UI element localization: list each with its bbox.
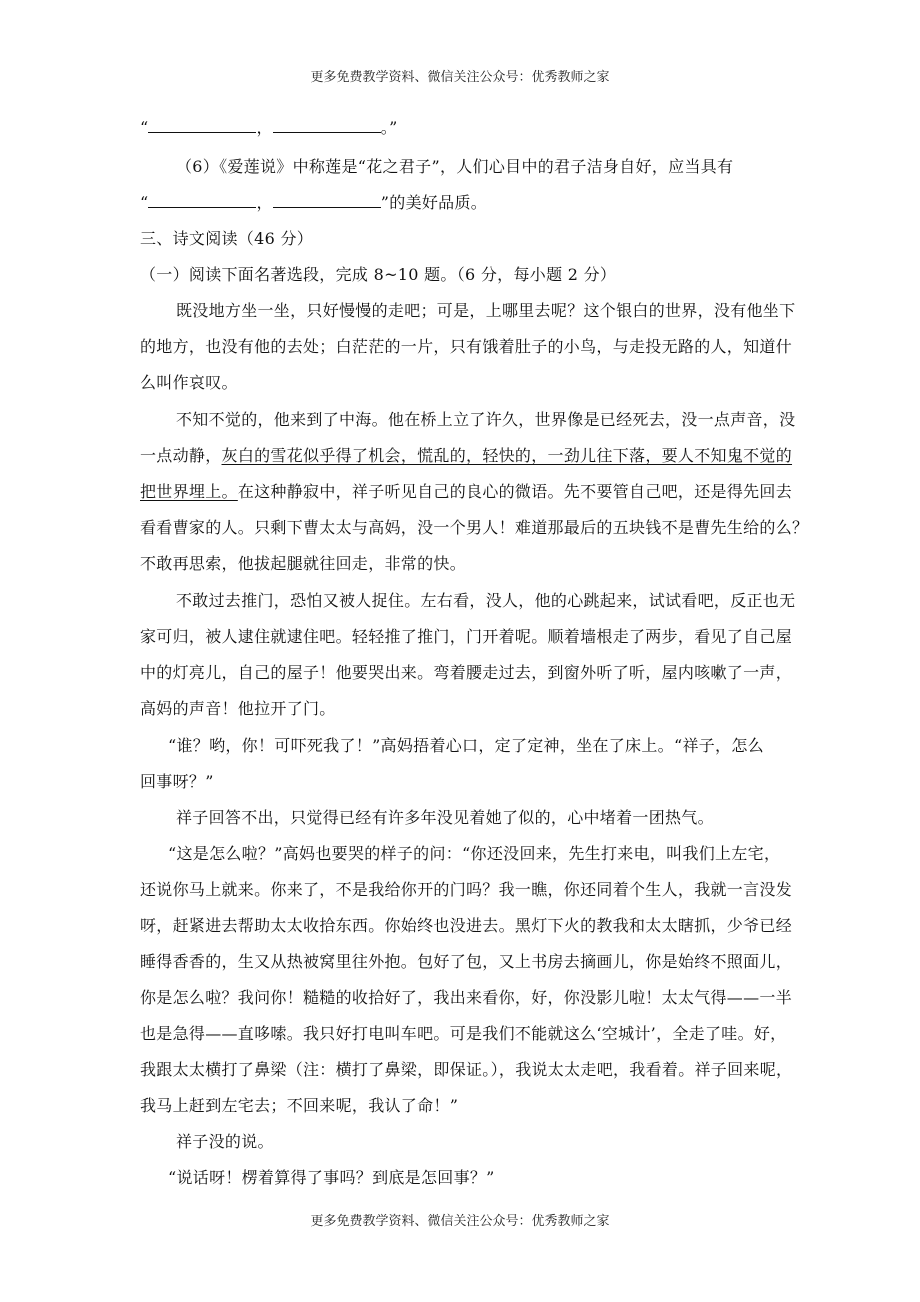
section-title: 三、诗文阅读（46 分） [140, 229, 314, 248]
q5-answer-line: “ ， 。” [140, 118, 398, 137]
q6-answer-line: “ ， ”的美好品质。 [140, 193, 488, 212]
passage-line: 我马上赶到左宅去；不回来呢，我认了命！” [140, 1096, 459, 1115]
page-footer: 更多免费教学资料、微信关注公众号：优秀教师之家 [310, 1214, 610, 1229]
passage-line: 中的灯亮儿，自己的屋子！他要哭出来。弯着腰走过去，到窗外听了听，屋内咳嗽了一声， [140, 663, 793, 682]
passage-line: 也是急得——直哆嗦。我只好打电叫车吧。可是我们不能就这么‘空城计’，全走了哇。好， [140, 1024, 787, 1043]
passage-line: 还说你马上就来。你来了，不是我给你开的门吗？我一瞧，你还同着个生人，我就一言没发 [140, 880, 793, 899]
part-instruction: （一）阅读下面名著选段，完成 8~10 题。（6 分，每小题 2 分） [140, 265, 617, 284]
page-header: 更多免费教学资料、微信关注公众号：优秀教师之家 [310, 70, 610, 85]
q6-prompt: （6）《爱莲说》中称莲是“花之君子”，人们心目中的君子洁身自好，应当具有 [176, 157, 734, 176]
passage-line: 祥子回答不出，只觉得已经有许多年没见着她了似的，心中堵着一团热气。 [176, 808, 714, 827]
passage-line: 我跟太太横打了鼻梁（注：横打了鼻梁，即保证。），我说太太走吧，我看着。祥子回来呢， [140, 1060, 793, 1079]
passage-line: 把世界埋上。在这种静寂中，祥子听见自己的良心的微语。先不要管自己吧，还是得先回去 [140, 482, 793, 501]
passage-line: 看看曹家的人。只剩下曹太太与高妈，没一个男人！难道那最后的五块钱不是曹先生给的么？ [140, 518, 809, 537]
passage-line: 的地方，也没有他的去处；白茫茫的一片，只有饿着肚子的小鸟，与走投无路的人，知道什 [140, 337, 793, 356]
passage-line: “这是怎么啦？”高妈也要哭的样子的问：“你还没回来，先生打来电，叫我们上左宅， [168, 844, 781, 863]
underlined-sentence: 把世界埋上。 [140, 482, 238, 501]
passage-line: “谁？哟，你！可吓死我了！”高妈捂着心口，定了定神，坐在了床上。“祥子，怎么 [168, 736, 764, 755]
passage-line: 不知不觉的，他来到了中海。他在桥上立了许久，世界像是已经死去，没一点声音，没 [176, 410, 796, 429]
passage-line: 么叫作哀叹。 [140, 373, 238, 392]
answer-blank[interactable] [148, 193, 256, 208]
passage-line: 高妈的声音！他拉开了门。 [140, 699, 336, 718]
answer-blank[interactable] [273, 193, 381, 208]
passage-line: 睡得香香的，生又从热被窝里往外抱。包好了包，又上书房去摘画儿，你是始终不照面儿， [140, 952, 793, 971]
passage-line: 既没地方坐一坐，只好慢慢的走吧；可是，上哪里去呢？这个银白的世界，没有他坐下 [176, 301, 796, 320]
passage-line: 不敢再思索，他拔起腿就往回走，非常的快。 [140, 554, 467, 573]
underlined-sentence: 灰白的雪花似乎得了机会，慌乱的，轻快的，一劲儿往下落，要人不知鬼不觉的 [221, 446, 793, 465]
passage-line: 呀，赶紧进去帮助太太收拾东西。你始终也没进去。黑灯下火的教我和太太瞎抓，少爷已经 [140, 916, 793, 935]
answer-blank[interactable] [273, 118, 381, 133]
passage-line: 一点动静，灰白的雪花似乎得了机会，慌乱的，轻快的，一劲儿往下落，要人不知鬼不觉的 [140, 446, 793, 465]
passage-line: 祥子没的说。 [176, 1132, 274, 1151]
passage-line: 回事呀？” [140, 772, 214, 791]
passage-line: 你是怎么啦？我问你！糙糙的收拾好了，我出来看你，好，你没影儿啦！太太气得——一半 [140, 988, 793, 1007]
passage-line: 家可归，被人逮住就逮住吧。轻轻推了推门，门开着呢。顺着墙根走了两步，看见了自己屋 [140, 627, 793, 646]
passage-line: 不敢过去推门，恐怕又被人捉住。左右看，没人，他的心跳起来，试试看吧，反正也无 [176, 591, 796, 610]
answer-blank[interactable] [148, 118, 256, 133]
passage-line: “说话呀！楞着算得了事吗？到底是怎回事？” [168, 1168, 495, 1187]
